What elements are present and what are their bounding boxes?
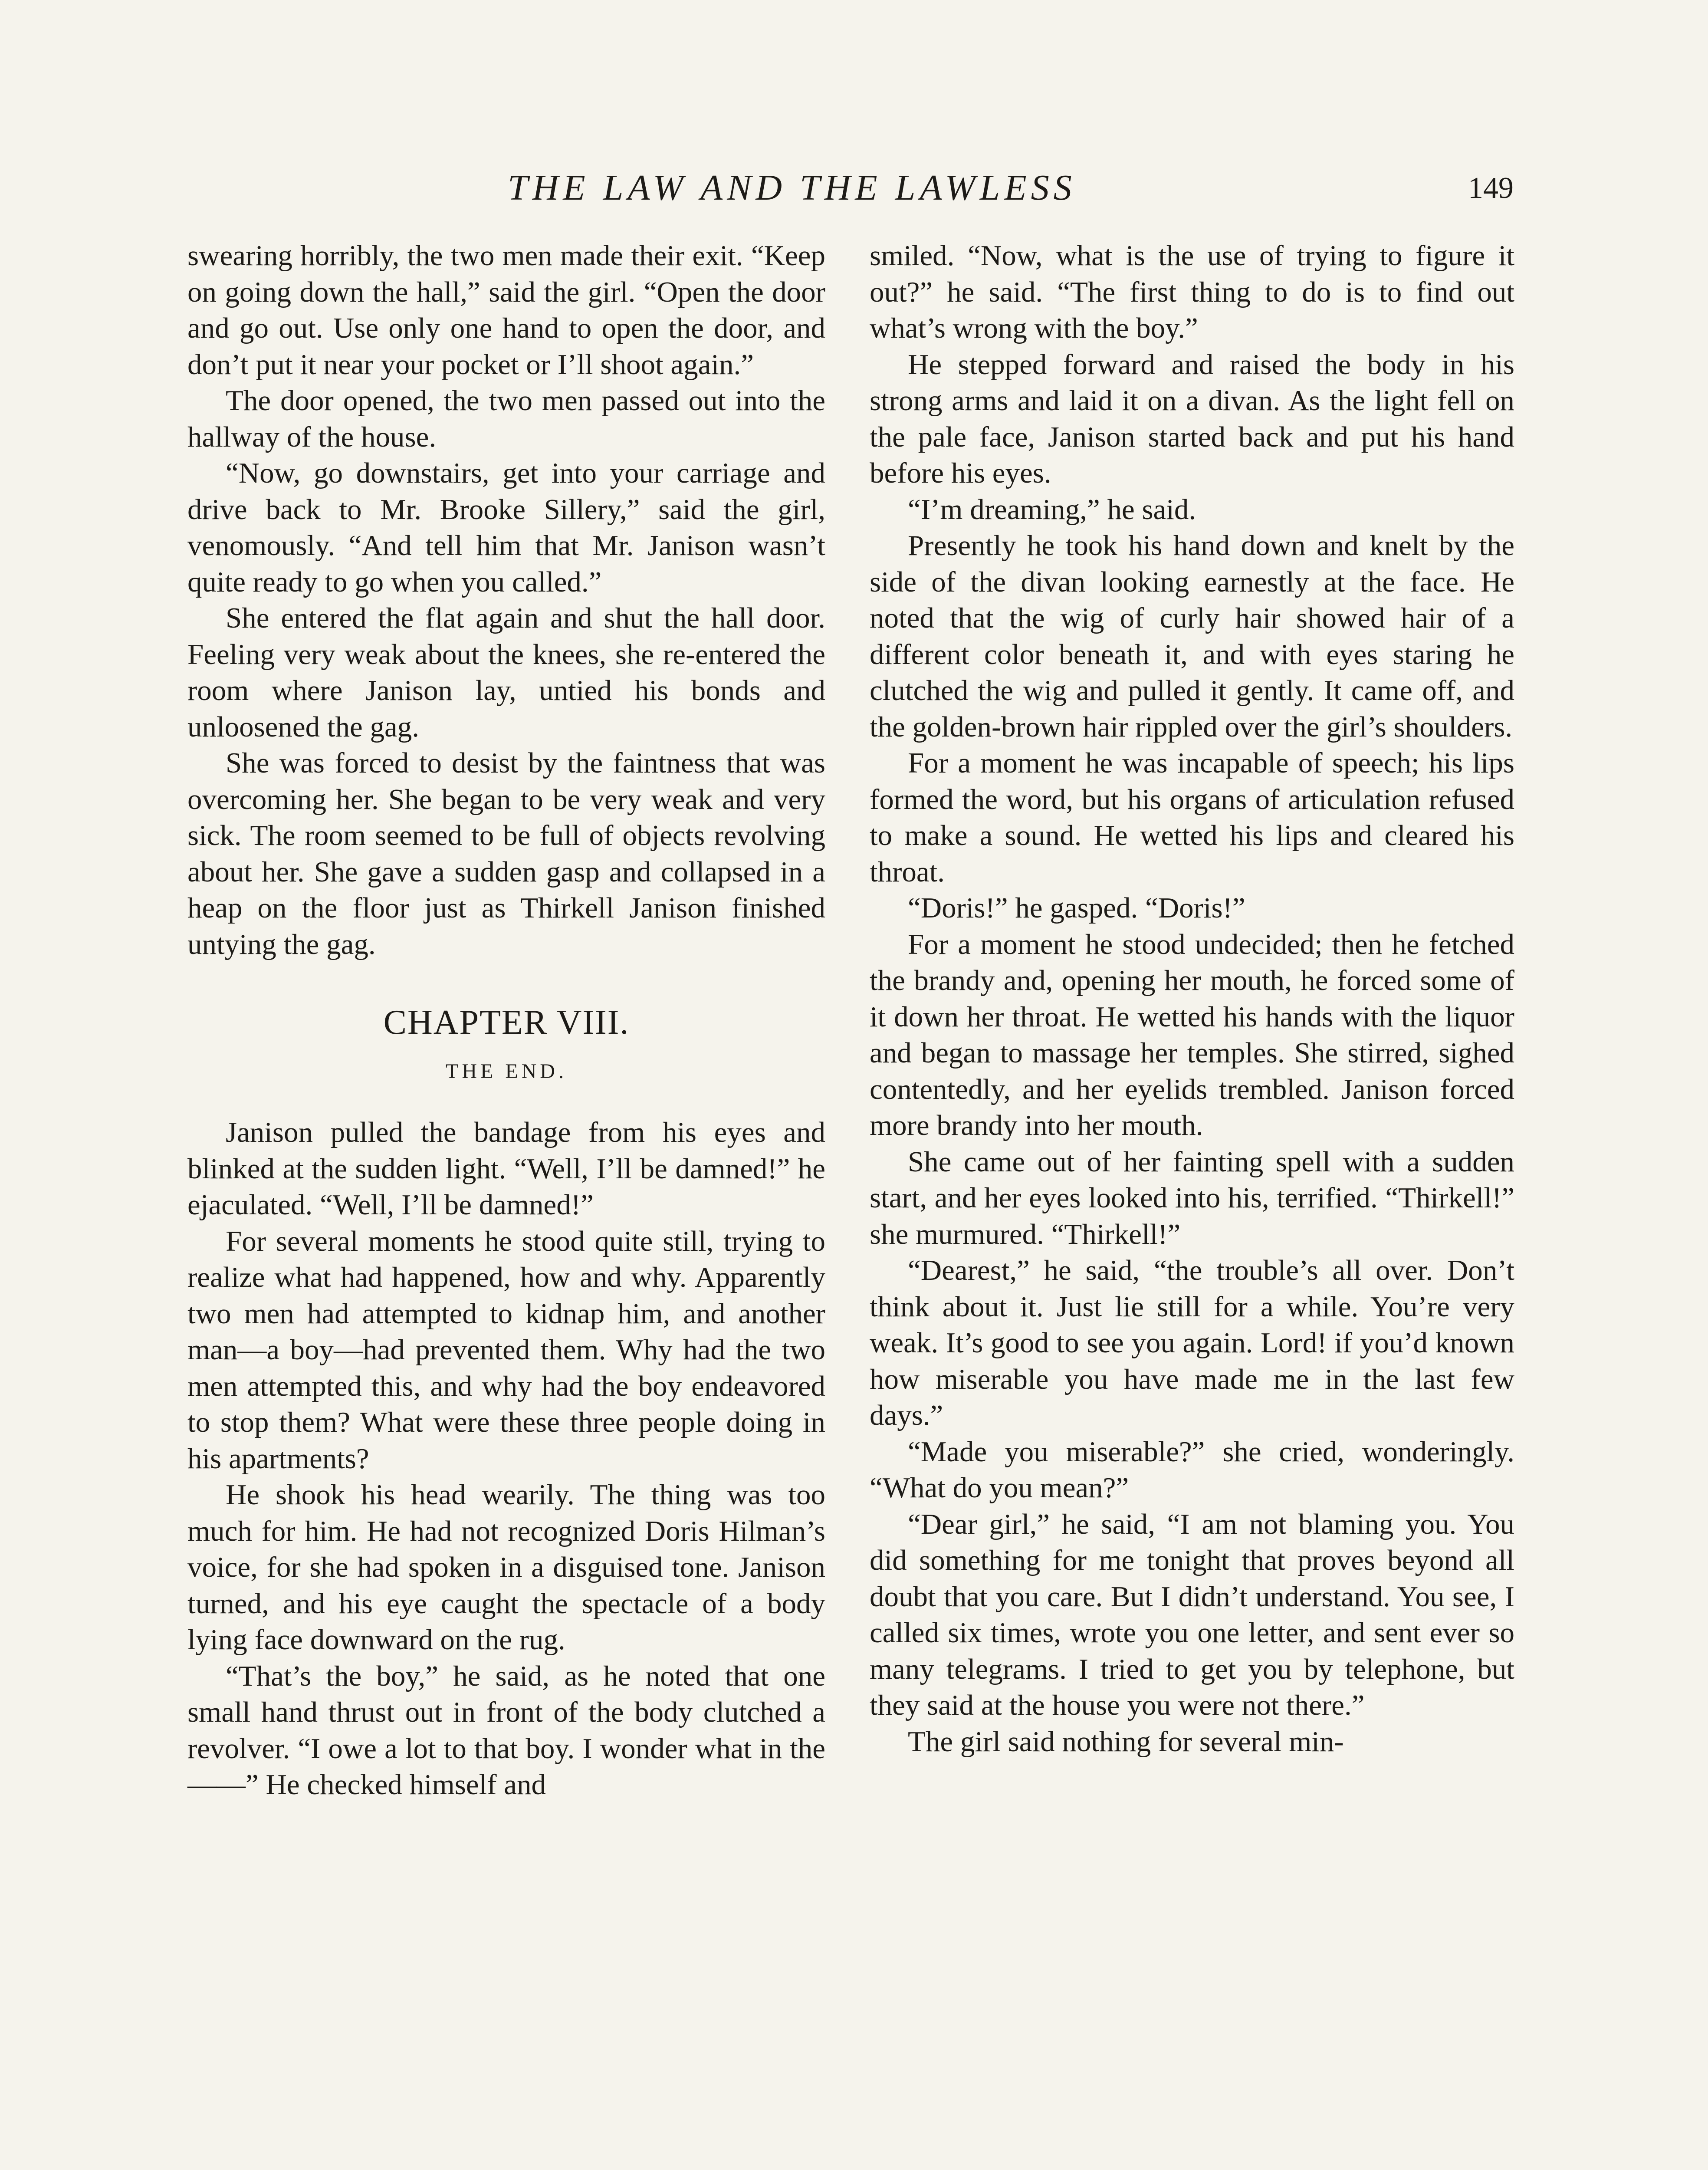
- left-column: [187, 238, 825, 1803]
- paragraph: “That’s the boy,” he said, as he noted that one small hand thrust out in front of the body clutched a revolver. “I owe a lot to that boy. I wonder what in the——” He checked himself and: [187, 1660, 825, 1801]
- paragraph: He shook his head wearily. The thing was too much for him. He had not recognized Doris Hilman’s voice, for she had spoken in a disguised tone. Janison turned, and his eye caught the spectacle of a body lying face downward on the rug.: [187, 1479, 825, 1656]
- chapter-title: THE END.: [446, 1060, 567, 1083]
- paragraph: “Made you miserable?” she cried, wonderingly. “What do you mean?”: [870, 1435, 1514, 1504]
- paragraph: smiled. “Now, what is the use of trying to figure it out?” he said. “The first thing to do is to find out what’s wrong with the boy.”: [870, 240, 1514, 344]
- paragraph: For a moment he was incapable of speech; his lips formed the word, but his organs of articulation refused to make a sound. He wetted his lips and cleared his throat.: [870, 747, 1514, 888]
- right-column: [870, 238, 1514, 1760]
- running-head: [0, 167, 1708, 219]
- paragraph: “I’m dreaming,” he said.: [908, 493, 1196, 526]
- paragraph: Presently he took his hand down and knelt by the side of the divan looking earnestly at the face. He noted that the wig of curly hair showed hair of a different color beneath it, and with eyes staring he clutched the wig and pulled it gently. It came off, and the golden-brown hair rippled over the girl’s shoulders.: [870, 529, 1514, 743]
- running-title: THE LAW AND THE LAWLESS: [508, 168, 1076, 208]
- paragraph: “Doris!” he gasped. “Doris!”: [908, 892, 1245, 924]
- paragraph: Janison pulled the bandage from his eyes and blinked at the sudden light. “Well, I’ll be damned!” he ejaculated. “Well, I’ll be damned!”: [187, 1116, 825, 1221]
- paragraph: The girl said nothing for several min-: [908, 1725, 1344, 1758]
- paragraph: She came out of her fainting spell with a sudden start, and her eyes looked into his, terrified. “Thirkell!” she murmured. “Thirkell!”: [870, 1145, 1514, 1250]
- paragraph: “Dearest,” he said, “the trouble’s all over. Don’t think about it. Just lie still for a while. You’re very weak. It’s good to see you again. Lord! if you’d known how miserable you have made me in the last few days.”: [870, 1254, 1514, 1431]
- paragraph: He stepped forward and raised the body in his strong arms and laid it on a divan. As the light fell on the pale face, Janison started back and put his hand before his eyes.: [870, 348, 1514, 489]
- paragraph: For a moment he stood undecided; then he fetched the brandy and, opening her mouth, he forced some of it down her throat. He wetted his hands with the liquor and began to massage her temples. She stirred, sighed contentedly, and her eyelids trembled. Janison forced more brandy into her mouth.: [870, 928, 1514, 1141]
- paragraph: swearing horribly, the two men made their exit. “Keep on going down the hall,” said the girl. “Open the door and go out. Use only one hand to open the door, and don’t put it near your pocket or I’ll shoot again.”: [187, 240, 825, 381]
- paragraph: For several moments he stood quite still, trying to realize what had happened, how and why. Apparently two men had attempted to kidnap him, and another man—a boy—had prevented them. Why had the two men attempted this, and why had the boy endeavored to stop them? What were these three people doing in his apartments?: [187, 1225, 825, 1475]
- paragraph: “Now, go downstairs, get into your carriage and drive back to Mr. Brooke Sillery,” said the girl, venomously. “And tell him that Mr. Janison wasn’t quite ready to go when you called.”: [187, 457, 825, 598]
- paragraph: “Dear girl,” he said, “I am not blaming you. You did something for me tonight that proves beyond all doubt that you care. But I didn’t understand. You see, I called six times, wrote you one letter, and sent ever so many telegrams. I tried to get you by telephone, but they said at the house you were not there.”: [870, 1508, 1514, 1721]
- page-number: 149: [1468, 171, 1514, 205]
- paragraph: The door opened, the two men passed out into the hallway of the house.: [187, 385, 825, 453]
- chapter-heading: CHAPTER VIII.: [383, 1003, 630, 1042]
- paragraph: She was forced to desist by the faintness that was overcoming her. She began to be very weak and very sick. The room seemed to be full of objects revolving about her. She gave a sudden gasp and collapsed in a heap on the floor just as Thirkell Janison finished untying the gag.: [187, 747, 825, 960]
- paragraph: She entered the flat again and shut the hall door. Feeling very weak about the knees, she re-entered the room where Janison lay, untied his bonds and unloosened the gag.: [187, 602, 825, 743]
